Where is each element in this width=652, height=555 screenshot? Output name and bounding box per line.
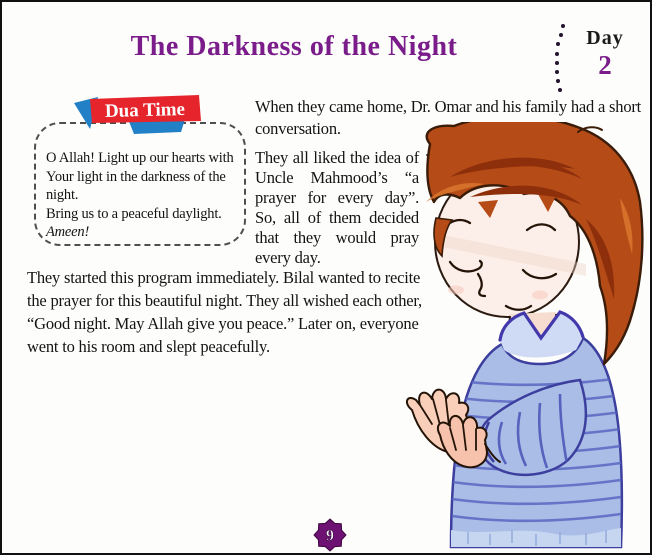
dotted-divider [550,18,574,98]
dua-line-2: Bring us to a peaceful daylight. [46,205,222,222]
day-number: 2 [598,50,612,80]
boy-praying-illustration [390,122,652,555]
paragraph-1: When they came home, Dr. Omar and his family had a short conversation. [255,97,642,138]
page-number-badge [313,518,347,552]
dua-line-1: O Allah! Light up our hearts with Your light in the darkness of the night. [46,150,234,204]
page-title: The Darkness of the Night [130,31,458,62]
dua-time-banner [64,90,212,138]
dua-time-banner-label: Dua Time [104,98,186,123]
paragraph-2: They all liked the idea of Uncle Mahmood’s “a prayer for every day”. So, all of them decided that they would pray every day. [255,148,419,267]
day-marker [577,27,633,79]
paragraph-3: They started this program immediately. Bilal wanted to recite the prayer for this beautiful night. They all wished each other, “Good night. May Allah give you peace.” Later on, everyone went to his room and slept peacefully. [27,268,422,356]
dua-text [46,149,242,242]
page-number: 9 [326,527,334,545]
day-label: Day [586,27,624,49]
dua-ameen: Ameen! [46,224,90,241]
